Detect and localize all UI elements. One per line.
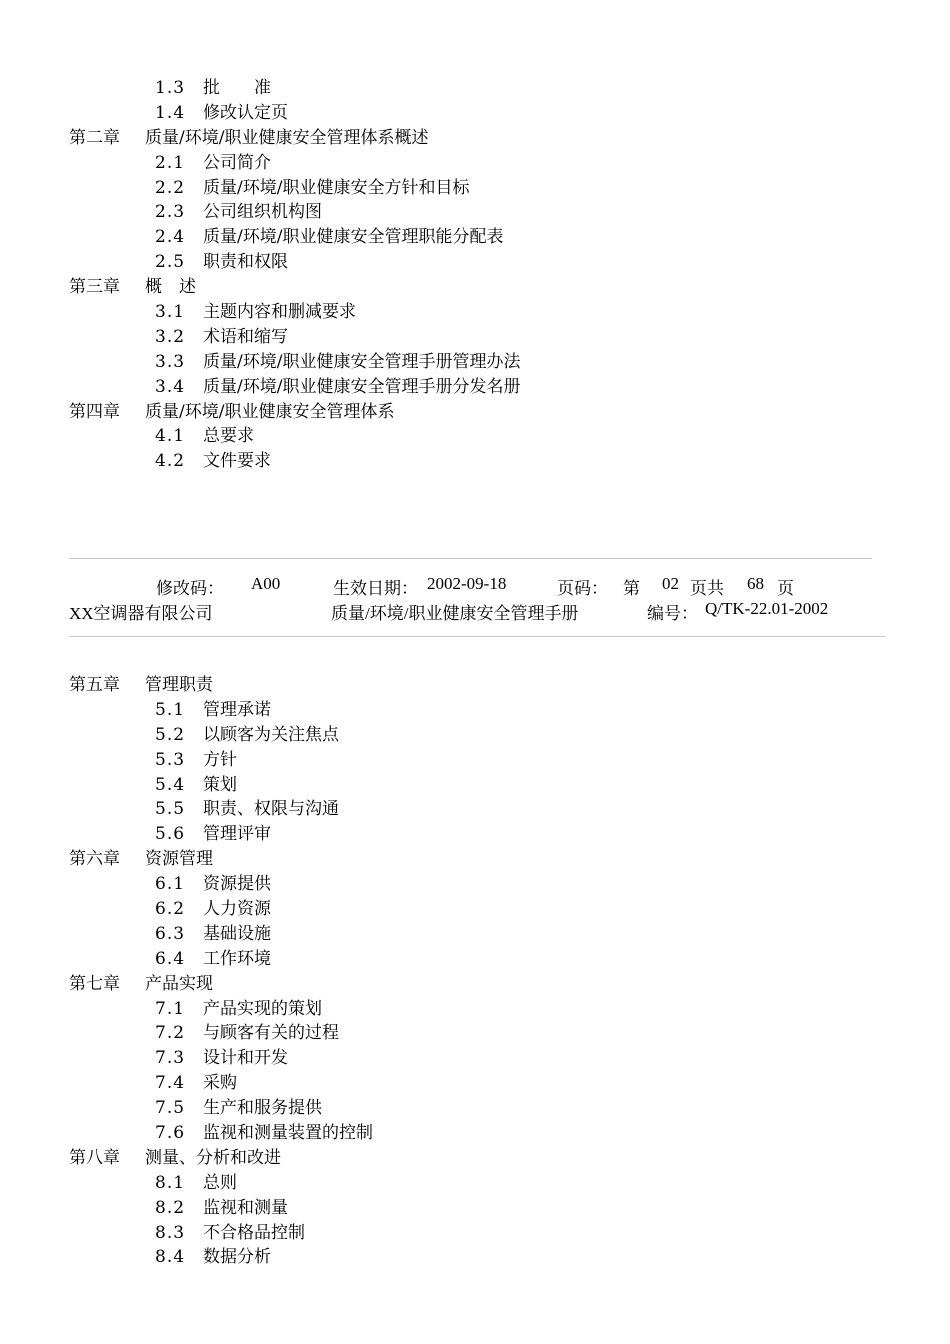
toc-chapter <box>0 1146 950 1171</box>
document-code-label: 编号： <box>647 604 698 623</box>
section-title: 基础设施 <box>203 923 271 944</box>
toc-section <box>0 1121 950 1146</box>
chapter-number: 第四章 <box>69 401 120 422</box>
page-middle: 页共 <box>690 579 724 598</box>
section-title: 策划 <box>203 774 237 795</box>
section-title: 术语和缩写 <box>203 326 288 347</box>
toc-section <box>0 375 950 400</box>
section-title: 人力资源 <box>203 899 271 920</box>
toc-chapter <box>0 126 950 151</box>
section-title: 工作环境 <box>203 948 271 969</box>
page-prefix: 第 <box>623 579 640 598</box>
section-title: 总要求 <box>203 426 254 447</box>
section-title: 质量/环境/职业健康安全方针和目标 <box>203 177 470 198</box>
section-number: 5.5 <box>155 799 186 820</box>
section-title: 数据分析 <box>203 1247 271 1268</box>
toc-section <box>0 748 950 773</box>
section-title: 主题内容和删减要求 <box>203 302 356 323</box>
chapter-title: 质量/环境/职业健康安全管理体系概述 <box>145 127 429 148</box>
toc-section <box>0 797 950 822</box>
page-total: 68 <box>747 574 764 593</box>
toc-section <box>0 1046 950 1071</box>
section-number: 2.1 <box>155 152 186 173</box>
section-title: 质量/环境/职业健康安全管理手册分发名册 <box>203 376 521 397</box>
toc-chapter <box>0 847 950 872</box>
section-title: 采购 <box>203 1073 237 1094</box>
section-title: 生产和服务提供 <box>203 1098 322 1119</box>
toc-section <box>0 424 950 449</box>
toc-section <box>0 151 950 176</box>
toc-section <box>0 922 950 947</box>
toc-section <box>0 250 950 275</box>
toc-section <box>0 300 950 325</box>
section-number: 3.1 <box>155 302 186 323</box>
toc-section <box>0 1171 950 1196</box>
toc-section <box>0 997 950 1022</box>
toc-chapter <box>0 400 950 425</box>
section-title: 方针 <box>203 749 237 770</box>
chapter-title: 概 述 <box>145 277 196 298</box>
effective-date-value: 2002-09-18 <box>427 574 507 593</box>
section-number: 7.6 <box>155 1123 186 1144</box>
page-current: 02 <box>662 574 679 593</box>
section-number: 2.5 <box>155 252 186 273</box>
section-number: 2.4 <box>155 227 186 248</box>
toc-section <box>0 1071 950 1096</box>
toc-section <box>0 1021 950 1046</box>
chapter-title: 产品实现 <box>145 973 213 994</box>
toc-section <box>0 698 950 723</box>
section-number: 2.3 <box>155 202 186 223</box>
chapter-title: 资源管理 <box>145 849 213 870</box>
section-number: 5.1 <box>155 699 186 720</box>
toc-section <box>0 1096 950 1121</box>
toc-section <box>0 176 950 201</box>
section-number: 8.3 <box>155 1222 186 1243</box>
section-number: 8.1 <box>155 1172 186 1193</box>
section-number: 5.3 <box>155 749 186 770</box>
chapter-number: 第七章 <box>69 973 120 994</box>
toc-list-bottom <box>0 673 950 1270</box>
toc-section <box>0 350 950 375</box>
section-title: 职责和权限 <box>203 252 288 273</box>
toc-section <box>0 872 950 897</box>
section-number: 6.3 <box>155 923 186 944</box>
chapter-number: 第五章 <box>69 675 120 695</box>
chapter-number: 第八章 <box>69 1147 120 1168</box>
toc-section <box>0 449 950 474</box>
section-number: 5.2 <box>155 724 186 745</box>
company-name: XX空调器有限公司 <box>69 604 213 623</box>
footer-divider-bottom <box>69 636 886 637</box>
footer-divider-top <box>69 558 872 559</box>
chapter-title: 测量、分析和改进 <box>145 1147 281 1168</box>
effective-date-label: 生效日期： <box>333 579 418 598</box>
section-title: 与顾客有关的过程 <box>203 1023 339 1044</box>
page-label: 页码： <box>557 579 608 598</box>
chapter-number: 第六章 <box>69 849 120 870</box>
section-number: 6.2 <box>155 899 186 920</box>
revision-label: 修改码： <box>156 579 224 598</box>
toc-chapter <box>0 673 950 698</box>
section-number: 5.4 <box>155 774 186 795</box>
section-title: 产品实现的策划 <box>203 998 322 1019</box>
section-title: 公司简介 <box>203 152 271 173</box>
manual-title: 质量/环境/职业健康安全管理手册 <box>331 604 579 623</box>
section-title: 批 准 <box>203 78 271 98</box>
footer-revision-row <box>0 574 950 598</box>
toc-section <box>0 947 950 972</box>
toc-chapter <box>0 972 950 997</box>
toc-section <box>0 76 950 101</box>
toc-section <box>0 773 950 798</box>
document-code-value: Q/TK-22.01-2002 <box>705 599 829 618</box>
section-number: 8.4 <box>155 1247 186 1268</box>
chapter-number: 第二章 <box>69 127 120 148</box>
section-title: 质量/环境/职业健康安全管理手册管理办法 <box>203 351 521 372</box>
toc-section <box>0 1245 950 1270</box>
toc-section <box>0 897 950 922</box>
section-title: 管理承诺 <box>203 699 271 720</box>
toc-chapter <box>0 275 950 300</box>
toc-section <box>0 723 950 748</box>
toc-section <box>0 101 950 126</box>
toc-section <box>0 200 950 225</box>
section-title: 修改认定页 <box>203 102 288 123</box>
chapter-title: 管理职责 <box>145 675 213 695</box>
section-number: 6.4 <box>155 948 186 969</box>
section-number: 7.4 <box>155 1073 186 1094</box>
toc-section <box>0 1221 950 1246</box>
revision-value: A00 <box>251 574 281 593</box>
page-suffix: 页 <box>777 579 794 598</box>
toc-section <box>0 225 950 250</box>
toc-section <box>0 1196 950 1221</box>
section-title: 文件要求 <box>203 451 271 472</box>
section-title: 监视和测量装置的控制 <box>203 1123 373 1144</box>
footer-company-row <box>0 599 950 623</box>
chapter-number: 第三章 <box>69 277 120 298</box>
chapter-title: 质量/环境/职业健康安全管理体系 <box>145 401 395 422</box>
section-title: 监视和测量 <box>203 1197 288 1218</box>
section-title: 以顾客为关注焦点 <box>203 724 339 745</box>
section-number: 7.3 <box>155 1048 186 1069</box>
section-title: 资源提供 <box>203 874 271 895</box>
section-number: 8.2 <box>155 1197 186 1218</box>
section-title: 设计和开发 <box>203 1048 288 1069</box>
section-title: 管理评审 <box>203 824 271 845</box>
section-number: 4.1 <box>155 426 186 447</box>
section-number: 3.2 <box>155 326 186 347</box>
section-number: 5.6 <box>155 824 186 845</box>
toc-list-top <box>0 76 950 474</box>
section-number: 3.4 <box>155 376 186 397</box>
section-number: 7.1 <box>155 998 186 1019</box>
section-title: 质量/环境/职业健康安全管理职能分配表 <box>203 227 504 248</box>
section-title: 公司组织机构图 <box>203 202 322 223</box>
section-title: 总则 <box>203 1172 237 1193</box>
section-number: 1.3 <box>155 78 186 98</box>
section-number: 7.2 <box>155 1023 186 1044</box>
toc-section <box>0 822 950 847</box>
section-title: 职责、权限与沟通 <box>203 799 339 820</box>
section-title: 不合格品控制 <box>203 1222 305 1243</box>
section-number: 3.3 <box>155 351 186 372</box>
section-number: 4.2 <box>155 451 186 472</box>
section-number: 6.1 <box>155 874 186 895</box>
toc-section <box>0 325 950 350</box>
section-number: 2.2 <box>155 177 186 198</box>
section-number: 1.4 <box>155 102 186 123</box>
section-number: 7.5 <box>155 1098 186 1119</box>
